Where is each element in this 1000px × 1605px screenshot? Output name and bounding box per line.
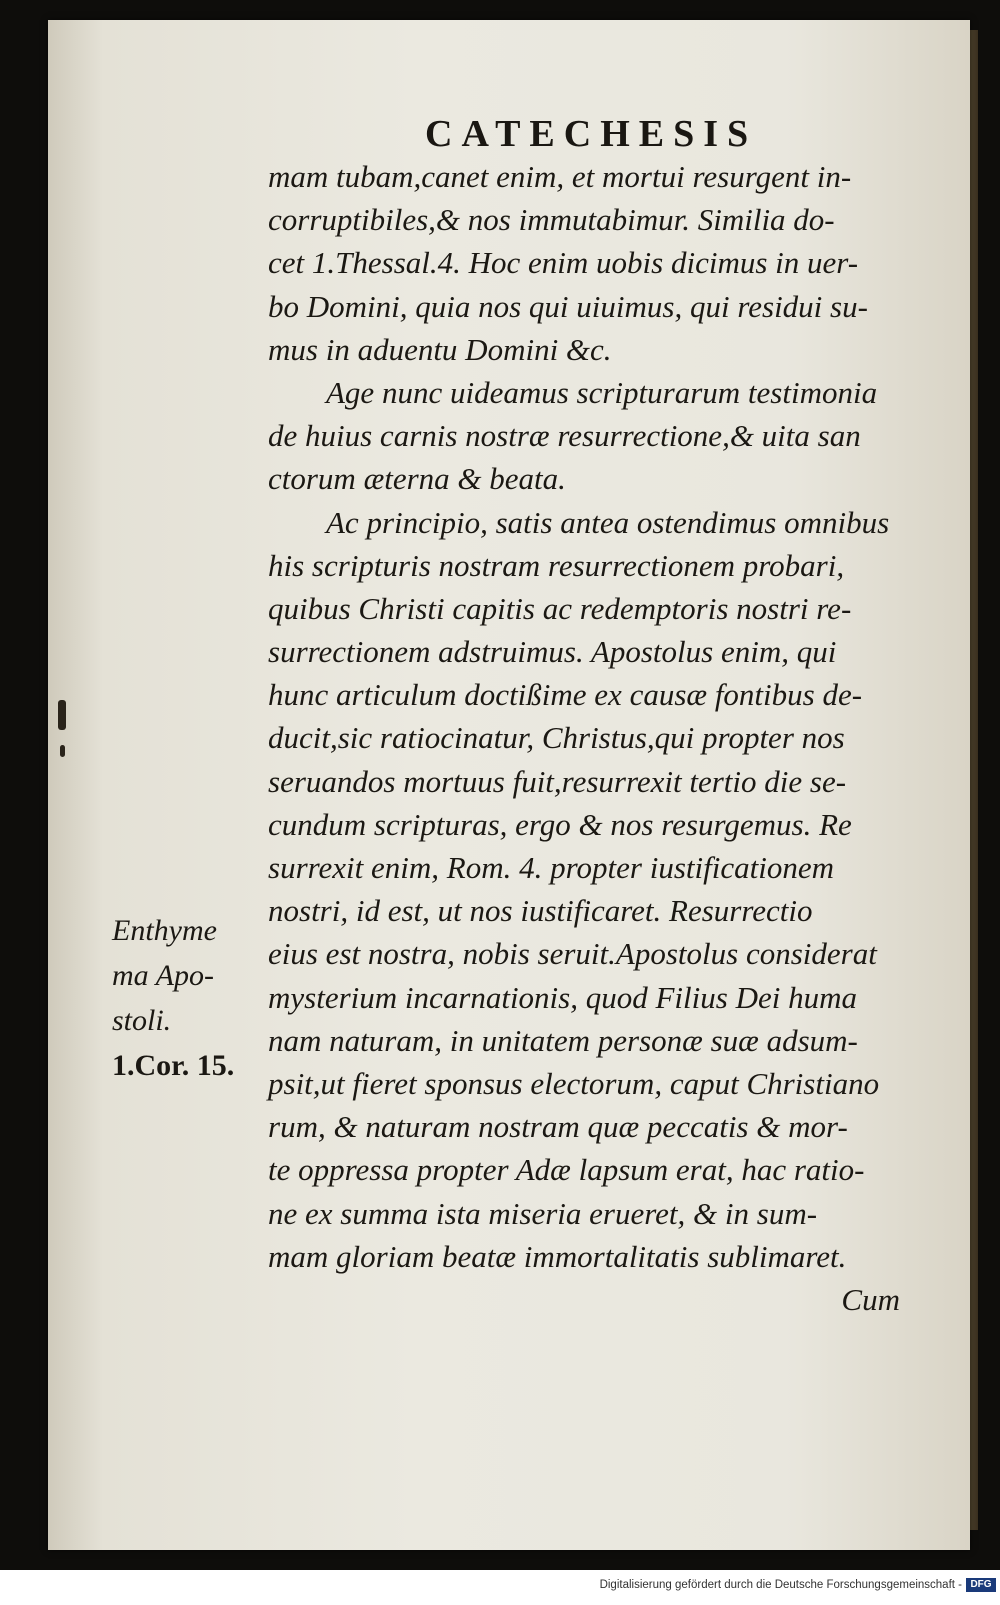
body-text <box>268 155 948 1321</box>
margin-note: ma Apo- <box>112 959 214 992</box>
footer-credit: Digitalisierung gefördert durch die Deutsche Forschungsgemeinschaft - <box>599 1579 962 1591</box>
text-line: bo Domini, quia nos qui uiuimus, qui residui su- <box>268 288 868 324</box>
text-line: mam tubam,canet enim, et mortui resurgent in- <box>268 159 852 194</box>
text-line: surrexit enim, Rom. 4. propter iustificationem <box>268 850 834 885</box>
footer-bar <box>0 1573 1000 1605</box>
text-line: te oppressa propter Adæ lapsum erat, hac ratio- <box>268 1152 865 1188</box>
margin-note-reference: 1.Cor. 15. <box>112 1049 235 1082</box>
text-line: surrectionem adstruimus. Apostolus enim, qui <box>268 634 837 670</box>
text-line: de huius carnis nostræ resurrectione,& uita san <box>268 418 861 454</box>
catchword: Cum <box>841 1281 900 1317</box>
text-line: mus in aduentu Domini &c. <box>268 331 612 367</box>
text-line: nostri, id est, ut nos iustificaret. Resurrectio <box>268 893 813 929</box>
text-line: Ac principio, satis antea ostendimus omnibus <box>326 504 890 540</box>
dfg-logo-icon: DFG <box>966 1578 996 1592</box>
text-line: nam naturam, in unitatem personæ suæ adsum- <box>268 1022 858 1058</box>
margin-notes <box>112 908 234 1088</box>
text-line: cet 1.Thessal.4. Hoc enim uobis dicimus in uer- <box>268 245 859 281</box>
ink-mark <box>58 700 66 730</box>
running-title: CATECHESIS <box>425 113 758 155</box>
text-line: ne ex summa ista miseria erueret, & in sum- <box>268 1195 818 1231</box>
text-line: hunc articulum doctißime ex causæ fontibus de- <box>268 677 863 713</box>
text-line: quibus Christi capitis ac redemptoris nostri re- <box>268 590 852 626</box>
text-line: psit,ut fieret sponsus electorum, caput Christiano <box>268 1065 880 1101</box>
text-line: ctorum æterna & beata. <box>268 461 566 497</box>
text-line: corruptibiles,& nos immutabimur. Similia do- <box>268 202 835 238</box>
text-line: his scripturis nostram resurrectionem probari, <box>268 547 845 583</box>
text-line: mysterium incarnationis, quod Filius Dei huma <box>268 979 857 1015</box>
text-line: ducit,sic ratiocinatur, Christus,qui propter nos <box>268 720 845 756</box>
text-line: mam gloriam beatæ immortalitatis sublimaret. <box>268 1238 847 1274</box>
margin-note: Enthyme <box>112 914 217 947</box>
text-line: rum, & naturam nostram quæ peccatis & mor- <box>268 1109 848 1145</box>
ink-mark <box>60 745 65 757</box>
margin-note: stoli. <box>112 1004 172 1037</box>
text-line: eius est nostra, nobis seruit.Apostolus considerat <box>268 936 877 972</box>
text-line: cundum scripturas, ergo & nos resurgemus. Re <box>268 806 852 842</box>
text-line: seruandos mortuus fuit,resurrexit tertio die se- <box>268 763 847 799</box>
text-line: Age nunc uideamus scripturarum testimonia <box>326 374 878 410</box>
